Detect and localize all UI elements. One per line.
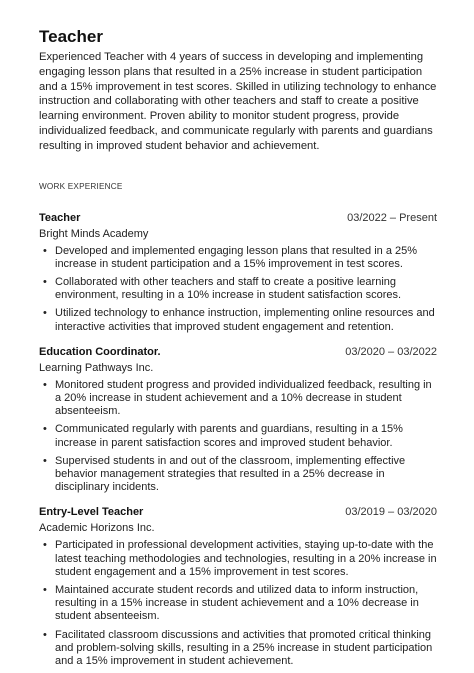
bullet-text: Supervised students in and out of the classroom, implementing effective behavior management strategies that resulted in a 25% decrease in disciplinary incidents. (55, 454, 406, 494)
bullet-dot-icon: • (43, 378, 47, 391)
bullet-dot-icon: • (43, 423, 47, 436)
company-name: Academic Horizons Inc. (39, 522, 155, 535)
bullet-item (39, 423, 437, 449)
resume-page (39, 27, 437, 673)
bullet-text: Utilized technology to enhance instruction, implementing online resources and interactive activities that improved student engagement and retention. (55, 307, 435, 333)
job-bullets (39, 245, 437, 334)
bullet-text: Participated in professional development activities, staying up-to-date with the latest teaching methodologies and technologies, resulting in a 20% increase in student engagement and a 15% improvement in test scores. (55, 539, 437, 578)
bullet-text: Developed and implemented engaging lesson plans that resulted in a 25% increase in student participation and a 15% improvement in test scores. (55, 244, 418, 270)
bullet-dot-icon: • (43, 454, 47, 467)
job-dates: 03/2022 – Present (347, 211, 437, 224)
job-header (39, 506, 437, 521)
resume-title: Teacher (39, 27, 103, 46)
bullet-item (39, 276, 437, 302)
job-dates: 03/2019 – 03/2020 (345, 506, 437, 519)
job-bullets (39, 379, 437, 495)
job-header (39, 212, 437, 227)
bullet-dot-icon: • (43, 539, 47, 552)
job-entry (39, 212, 437, 334)
bullet-dot-icon: • (43, 275, 47, 288)
bullet-text: Collaborated with other teachers and staff to create a positive learning environment, resulting in a 10% increase in student satisfaction scores. (55, 275, 402, 302)
job-title: Teacher (39, 211, 81, 224)
bullet-text: Monitored student progress and provided individualized feedback, resulting in a 20% increase in student achievement and a 10% decrease in student absenteeism. (55, 378, 432, 418)
bullet-item (39, 629, 437, 669)
section-title-work-experience: WORK EXPERIENCE (39, 181, 123, 191)
bullet-text: Maintained accurate student records and utilized data to inform instruction, resulting in a 15% increase in student achievement and a 10% decrease in student absenteeism. (55, 584, 419, 623)
job-dates: 03/2020 – 03/2022 (345, 345, 437, 358)
bullet-item (39, 455, 437, 495)
bullet-item (39, 379, 437, 419)
job-bullets (39, 539, 437, 668)
job-entry (39, 346, 437, 495)
job-header (39, 346, 437, 361)
bullet-item (39, 245, 437, 271)
company-name: Learning Pathways Inc. (39, 361, 154, 374)
bullet-item (39, 539, 437, 579)
bullet-item (39, 584, 437, 624)
bullet-text: Communicated regularly with parents and guardians, resulting in a 15% increase in parent satisfaction scores and improved student behavior. (55, 423, 403, 449)
bullet-item (39, 307, 437, 333)
bullet-dot-icon: • (43, 628, 47, 641)
professional-summary: Experienced Teacher with 4 years of success in developing and implementing engaging lesson plans that resulted in a 25% increase in student participation and a 15% improvement in test scores. Skilled in utilizing technology to enhance instruction and collaborating with other teachers and staff to create a positive learning environment. Proven ability to monitor student progress, provide individualized feedback, and communicate regularly with parents and guardians resulting in improved student behavior and achievement. (39, 51, 437, 152)
job-entry (39, 506, 437, 668)
bullet-text: Facilitated classroom discussions and activities that promoted critical thinking and problem-solving skills, resulting in a 25% increase in student participation and a 15% improvement in student achievement. (55, 628, 433, 668)
bullet-dot-icon: • (43, 584, 47, 597)
job-title: Entry-Level Teacher (39, 506, 144, 519)
job-title: Education Coordinator. (39, 345, 161, 358)
company-name: Bright Minds Academy (39, 227, 149, 240)
bullet-dot-icon: • (43, 244, 47, 257)
bullet-dot-icon: • (43, 307, 47, 320)
